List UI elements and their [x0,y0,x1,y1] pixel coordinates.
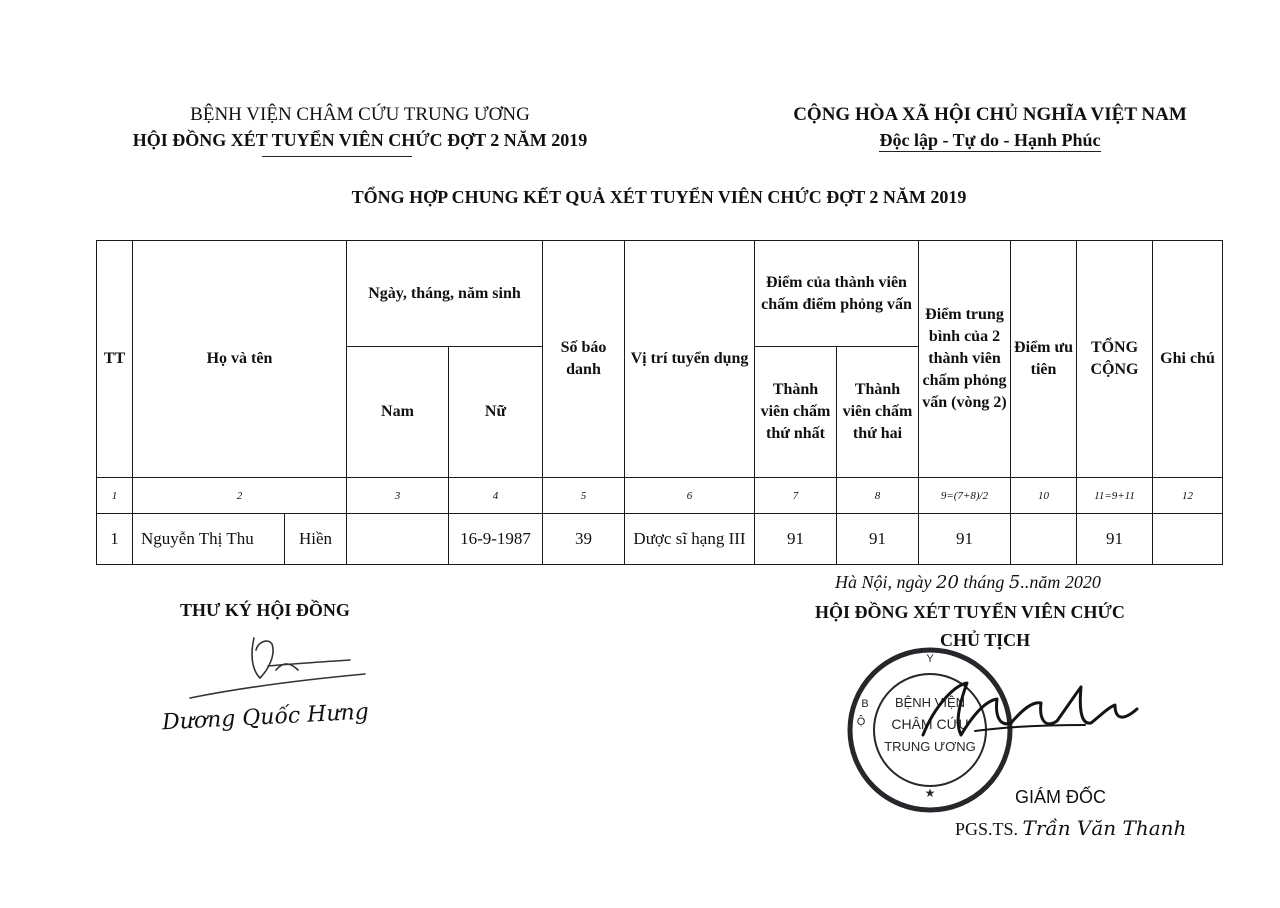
chair-title: CHỦ TỊCH [940,630,1031,650]
row-sbd: 39 [543,514,625,565]
column-number: 7 [755,478,837,514]
council-signature-title: HỘI ĐỒNG XÉT TUYỂN VIÊN CHỨC [815,602,1125,622]
chair-name-line [955,816,1186,840]
row-average: 91 [919,514,1011,565]
document-title: TỔNG HỢP CHUNG KẾT QUẢ XÉT TUYỂN VIÊN CHỨC ĐỢT 2 NĂM 2019 [351,187,967,207]
row-tt: 1 [97,514,133,565]
row-priority [1011,514,1077,565]
date-day: 20 [936,572,959,593]
country-name: CỘNG HÒA XÃ HỘI CHỦ NGHĨA VIỆT NAM [793,104,1187,125]
header-dob: Ngày, tháng, năm sinh [347,241,543,347]
header-female: Nữ [449,347,543,478]
results-table [96,240,1223,565]
director-label: GIÁM ĐỐC [1015,787,1107,807]
header-sbd: Số báo danh [543,241,625,478]
row-female-dob: 16-9-1987 [449,514,543,565]
svg-text:TRUNG ƯƠNG: TRUNG ƯƠNG [884,739,976,754]
secretary-title: THƯ KÝ HỘI ĐỒNG [180,600,350,620]
row-given-name: Hiền [285,514,347,565]
national-motto: Độc lập - Tự do - Hạnh Phúc [879,130,1101,150]
svg-text:Ộ: Ộ [856,716,866,728]
chair-name: Trần Văn Thanh [1022,816,1187,840]
secretary-name: Dương Quốc Hưng [161,699,370,736]
row-total: 91 [1077,514,1153,565]
column-number: 11=9+11 [1077,478,1153,514]
column-number: 10 [1011,478,1077,514]
header-total: TỔNG CỘNG [1077,241,1153,478]
date-month: 5 [1008,572,1021,593]
header-members: Điểm của thành viên chấm điểm phỏng vấn [755,241,919,347]
header-name: Họ và tên [133,241,347,478]
svg-text:★: ★ [924,786,936,800]
signing-date: Hà Nội, ngày 20 tháng 5..năm 2020 [835,572,1101,593]
organization-name: BỆNH VIỆN CHÂM CỨU TRUNG ƯƠNG [190,104,530,125]
svg-text:Y: Y [926,653,934,665]
header-member-2: Thành viên chấm thứ hai [837,347,919,478]
header-average: Điểm trung bình của 2 thành viên chấm phỏng vấn (vòng 2) [919,241,1011,478]
row-note [1153,514,1223,565]
chair-signature [915,665,1150,760]
column-number: 3 [347,478,449,514]
row-male-dob [347,514,449,565]
column-number: 9=(7+8)/2 [919,478,1011,514]
header-note: Ghi chú [1153,241,1223,478]
header-left-underline [262,156,412,157]
column-number: 12 [1153,478,1223,514]
svg-text:BỆNH VIỆN: BỆNH VIỆN [894,695,966,710]
row-position: Dược sĩ hạng III [625,514,755,565]
chair-degree: PGS.TS. [955,819,1019,839]
row-surname: Nguyễn Thị Thu [133,514,285,565]
header-member-1: Thành viên chấm thứ nhất [755,347,837,478]
row-score-2: 91 [837,514,919,565]
header-position: Vị trí tuyển dụng [625,241,755,478]
row-score-1: 91 [755,514,837,565]
svg-text:CHÂM CỨU: CHÂM CỨU [891,716,969,732]
column-number: 2 [133,478,347,514]
column-number: 5 [543,478,625,514]
header-priority: Điểm ưu tiên [1011,241,1077,478]
column-number: 1 [97,478,133,514]
header-tt: TT [97,241,133,478]
secretary-signature [180,630,380,710]
header-male: Nam [347,347,449,478]
council-name: HỘI ĐỒNG XÉT TUYỂN VIÊN CHỨC ĐỢT 2 NĂM 2019 [132,130,588,150]
column-number: 4 [449,478,543,514]
column-number: 8 [837,478,919,514]
svg-text:B: B [861,698,869,710]
column-number: 6 [625,478,755,514]
table-row [97,514,1223,565]
